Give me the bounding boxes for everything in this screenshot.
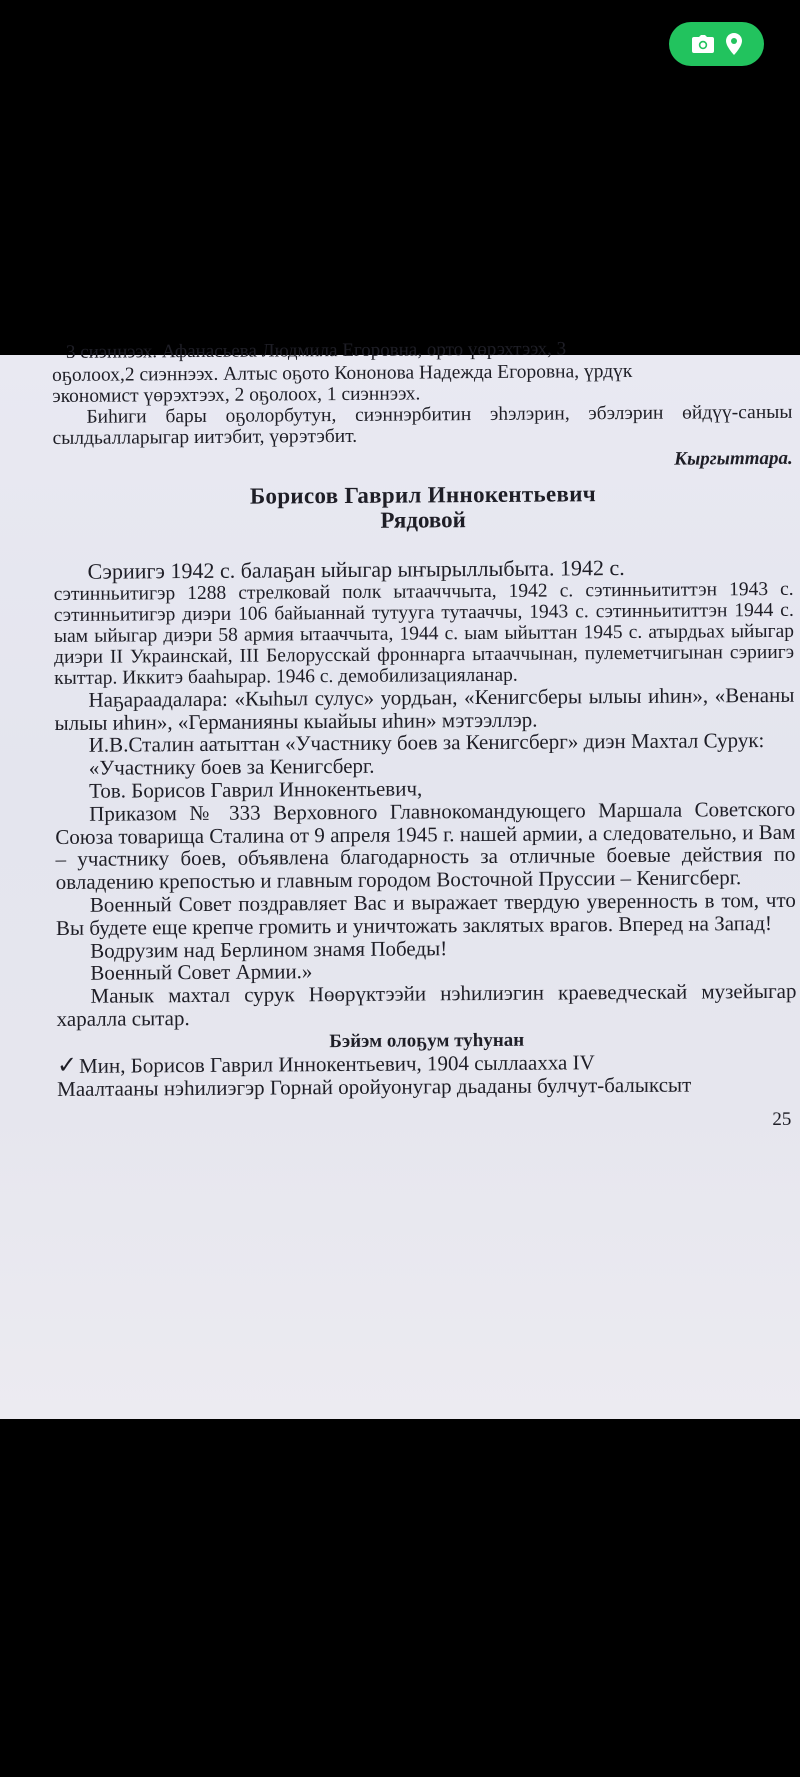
banner-line: Водрузим над Берлином знамя Победы! [90,935,448,963]
page-subtitle: Рядовой [380,507,466,533]
section-heading: Бэйэм олоҕум туһунан [329,1029,525,1052]
check-mark: ✓ [56,1052,78,1079]
final-line-1: Мин, Борисов Гаврил Иннокентьевич, 1904 сыллаахха IV [78,1049,595,1078]
status-indicator-pill [669,22,764,66]
service-paragraph-first-line: Сэриигэ 1942 с. балаҕан ыйыгар ыҥырыллыбыта. 1942 с. [87,555,625,584]
page-number: 25 [772,1109,792,1131]
council-paragraph: Военный Совет поздравляет Вас и выражает твердую уверенность в том, что Вы будете еще крепче громить и уничтожать заклятых врагов. Вперед на Запад! [55,887,796,940]
location-pin-icon [726,33,742,55]
intro-line-1: оҕолоох,2 сиэннээх. Алтыс оҕото Кононова Надежда Егоровна, үрдүк [52,360,633,386]
museum-paragraph: Манык махтал сурук Нөөрүктээйи нэһилиэгин краеведческай музейыгар хараллa сытар. [56,978,797,1031]
document-photo [0,338,800,1419]
cut-off-line: 3 сиэннээх. Афанасьева Людмила Егоровна, орто үөрэхтээх, 3 [65,338,567,363]
camera-icon [692,35,714,53]
intro-paragraph: Биһиги бары оҕолорбутун, сиэннэрбитин эһэлэрин, эбэлэрин өйдүү-саныы сылдьалларыгар иитэбит, үөрэтэбит. [52,401,793,449]
service-paragraph: сэтинньитигэр 1288 стрелковай полк ытаачччыта, 1942 с. сэтинньититтэн 1943 с. сэтинньитигэр диэри 106 байыаннай тутууга тутааччы, 1943 с. сэтинньититтэн 1944 с. ыам ыйыгар диэри 58 армия ытааччыта, 1944 с. ыам ыйыттан 1945 с. атырдьах ыйыгар диэри II Украинскай, III Белорусскай фроннарга ытааччынан, пулеметчигынан сэриигэ кыттар. Иккитэ бааһырар. 1946 с. демобилизацияланар. [53,578,795,689]
quote-open: «Участнику боев за Кенигсберг. [88,753,375,780]
final-line-2: Маалтааны нэһилиэгэр Горнай оройуонугар дьаданы булчут-балыксыт [57,1072,692,1101]
page-title: Борисов Гаврил Иннокентьевич [249,481,597,509]
quote-close: Военный Совет Армии.» [90,959,313,986]
book-page [52,338,798,1155]
awards-paragraph: Наҕараадалара: «Кыһыл сулус» уордьан, «Кенигсберы ылыы иһин», «Венаны ылыы иһин», «Германияны кыайыы иһин» мэтээллэр. [54,682,795,735]
stalin-letter-intro: И.В.Сталин аатыттан «Участнику боев за Кенигсберг» диэн Махтал Сурук: [88,728,765,758]
comrade-line: Тов. Борисов Гаврил Иннокентьевич, [88,776,423,803]
intro-line-2: экономист үөрэхтээх, 2 оҕолоох, 1 сиэннээх. [52,383,421,407]
order-paragraph: Приказом № 333 Верховного Главнокомандующего Маршала Советского Союза товарища Сталина от 9 апреля 1945 г. нашей армии, а следовательно, и Вам – участнику боев, объявлена благодарность за отличные боевые действия по овладению крепостью и главным городом Восточной Пруссии – Кенигсберг. [55,796,796,895]
signature: Кыргыттара. [674,447,793,470]
